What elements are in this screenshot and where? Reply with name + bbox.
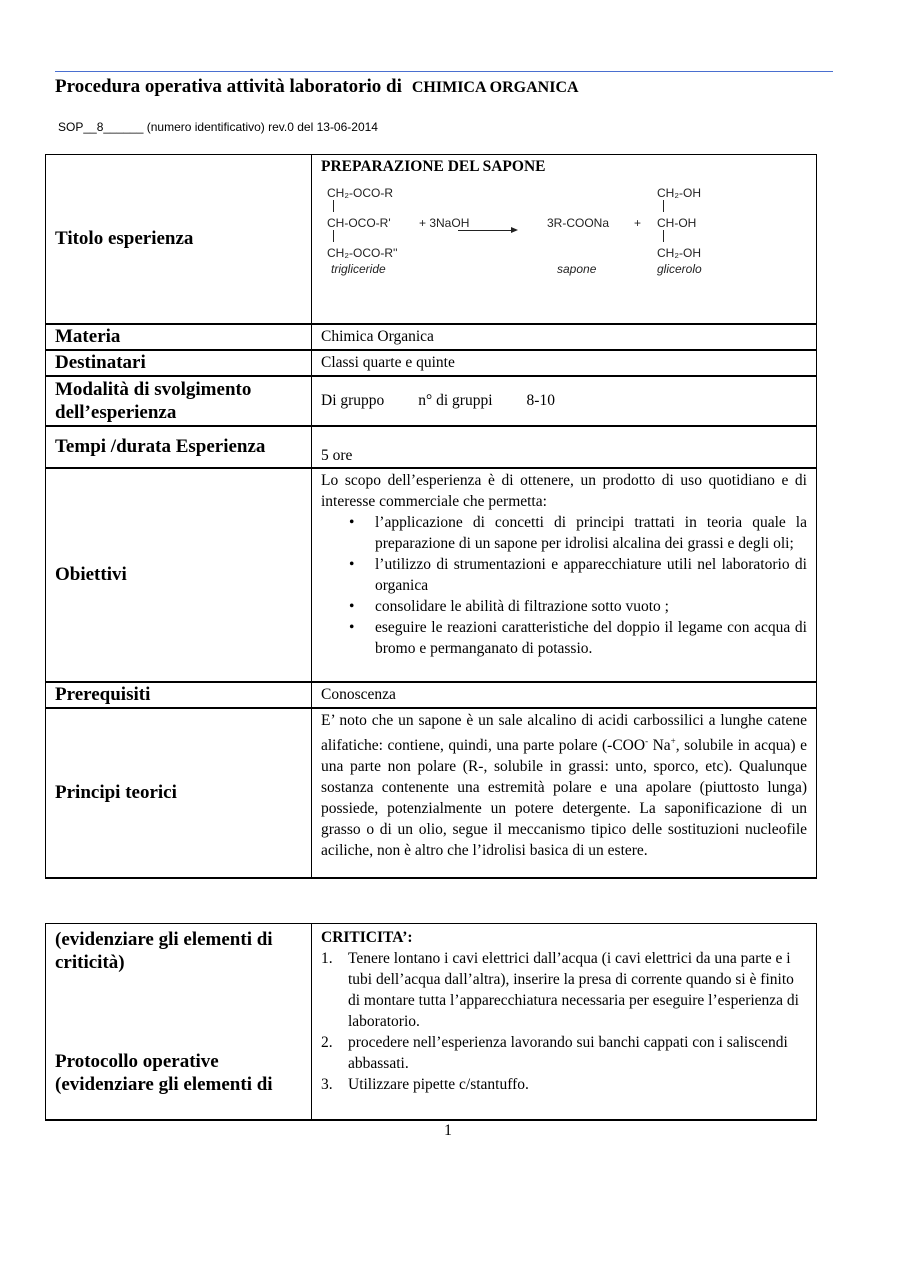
tri-line-3: CH₂-OCO-R'' xyxy=(327,246,398,260)
label-modalita-2: dell’esperienza xyxy=(55,401,177,423)
sop-line: SOP__8______ (numero identificativo) rev.0 del 13-06-2014 xyxy=(58,120,378,134)
value-materia: Chimica Organica xyxy=(312,324,817,350)
value-obiettivi xyxy=(312,468,817,682)
list-item: • l’applicazione di concetti di principi trattati in teoria quale la preparazione di un sapone per idrolisi alcalina dei grassi e degli oli; xyxy=(375,512,807,554)
bond-icon xyxy=(333,200,334,212)
row-destinatari xyxy=(46,350,817,376)
tri-line-2: CH-OCO-R' xyxy=(327,216,391,230)
plus-sign: + xyxy=(634,216,642,230)
row-obiettivi xyxy=(46,468,817,682)
subject-text: CHIMICA ORGANICA xyxy=(411,79,579,96)
bond-icon xyxy=(663,200,664,212)
row-principi xyxy=(46,708,817,878)
list-item: • l’utilizzo di strumentazioni e apparecchiature utili nel laboratorio di organica xyxy=(375,554,807,596)
bond-icon xyxy=(333,230,334,242)
label-destinatari: Destinatari xyxy=(46,350,312,376)
obiettivi-list xyxy=(321,512,807,659)
list-item: • eseguire le reazioni caratteristiche del doppio il legame con acqua di bromo e permanganato di potassio. xyxy=(375,617,807,659)
value-destinatari: Classi quarte e quinte xyxy=(312,350,817,376)
value-prerequisiti: Conoscenza xyxy=(312,682,817,708)
procedure-table xyxy=(45,154,817,879)
criticita-heading: CRITICITA’: xyxy=(321,929,413,946)
cell-titolo xyxy=(312,155,817,324)
label-obiettivi: Obiettivi xyxy=(46,468,312,682)
reaction-arrow-icon xyxy=(458,230,516,231)
tri-name: trigliceride xyxy=(331,262,386,276)
label-tempi: Tempi /durata Esperienza xyxy=(46,426,312,468)
row-prerequisiti xyxy=(46,682,817,708)
value-principi: E’ noto che un sapone è un sale alcalino di acidi carbossilici a lunghe catene alifatiche: contiene, quindi, una parte polare (-COO- Na+, solubile in acqua) e una parte non polare (R-, solubile in grassi: unto, sporco, etc). Qualunque sostanza contenente una estremità polare e una apolare (piuttosto lunga) possiede, potenzialmente un potere detergente. La saponificazione di un grasso o di un olio, segue il meccanismo tipico delle sostituzioni nucleofile aciliche, non è altro che l’idrolisi basica di un estere. xyxy=(312,708,817,878)
gly-line-2: CH-OH xyxy=(657,216,697,230)
gly-name: glicerolo xyxy=(657,262,702,276)
list-item: 2. procedere nell’esperienza lavorando sui banchi cappati con i saliscendi abbassati. xyxy=(321,1034,788,1072)
document-title xyxy=(55,76,579,98)
value-criticita xyxy=(312,924,817,1120)
modalita-num: 8-10 xyxy=(526,392,555,409)
label-materia: Materia xyxy=(46,324,312,350)
reagent: + 3NaOH xyxy=(419,216,470,230)
value-tempi: 5 ore xyxy=(312,426,817,468)
tri-line-1: CH₂-OCO-R xyxy=(327,186,393,200)
criticita-list xyxy=(321,948,807,1095)
soap-name: sapone xyxy=(557,262,597,276)
gly-line-3: CH₂-OH xyxy=(657,246,701,260)
criticita-table xyxy=(45,923,817,1121)
label-prerequisiti: Prerequisiti xyxy=(46,682,312,708)
header-rule xyxy=(55,71,833,72)
page-number: 1 xyxy=(444,1122,452,1139)
row-titolo xyxy=(46,155,817,324)
label-modalita-1: Modalità di svolgimento xyxy=(55,378,252,400)
label-modalita xyxy=(46,376,312,426)
label-titolo: Titolo esperienza xyxy=(46,155,312,324)
list-item: 3. Utilizzare pipette c/stantuffo. xyxy=(321,1076,529,1093)
row-materia xyxy=(46,324,817,350)
obiettivi-intro: Lo scopo dell’esperienza è di ottenere, un prodotto di uso quotidiano e di interesse commerciale che permetta: xyxy=(321,471,807,510)
gly-line-1: CH₂-OH xyxy=(657,186,701,200)
list-item: 1. Tenere lontano i cavi elettrici dall’acqua (i cavi elettrici da una parte e i tubi dell’acqua dall’altra), inserire la presa di corrente quando si è finito di montare tutta l’apparecchiatura necessaria per eseguire l’esperienza di laboratorio. xyxy=(321,950,799,1030)
label-principi: Principi teorici xyxy=(46,708,312,878)
row-criticita xyxy=(46,924,817,1120)
modalita-gruppo: Di gruppo xyxy=(321,392,385,409)
row-tempi xyxy=(46,426,817,468)
list-item: • consolidare le abilità di filtrazione sotto vuoto ; xyxy=(375,596,807,617)
row-modalita xyxy=(46,376,817,426)
product: 3R-COONa xyxy=(547,216,610,230)
saponification-reaction xyxy=(321,183,801,293)
value-modalita xyxy=(312,376,817,426)
bond-icon xyxy=(663,230,664,242)
title-text: Procedura operativa attività laboratorio di xyxy=(55,76,402,97)
label-criticita: (evidenziare gli elementi di criticità) Protocollo operative (evidenziare gli elementi di xyxy=(46,924,312,1120)
experiment-title: PREPARAZIONE DEL SAPONE xyxy=(321,158,546,175)
modalita-num-label: n° di gruppi xyxy=(418,392,493,409)
